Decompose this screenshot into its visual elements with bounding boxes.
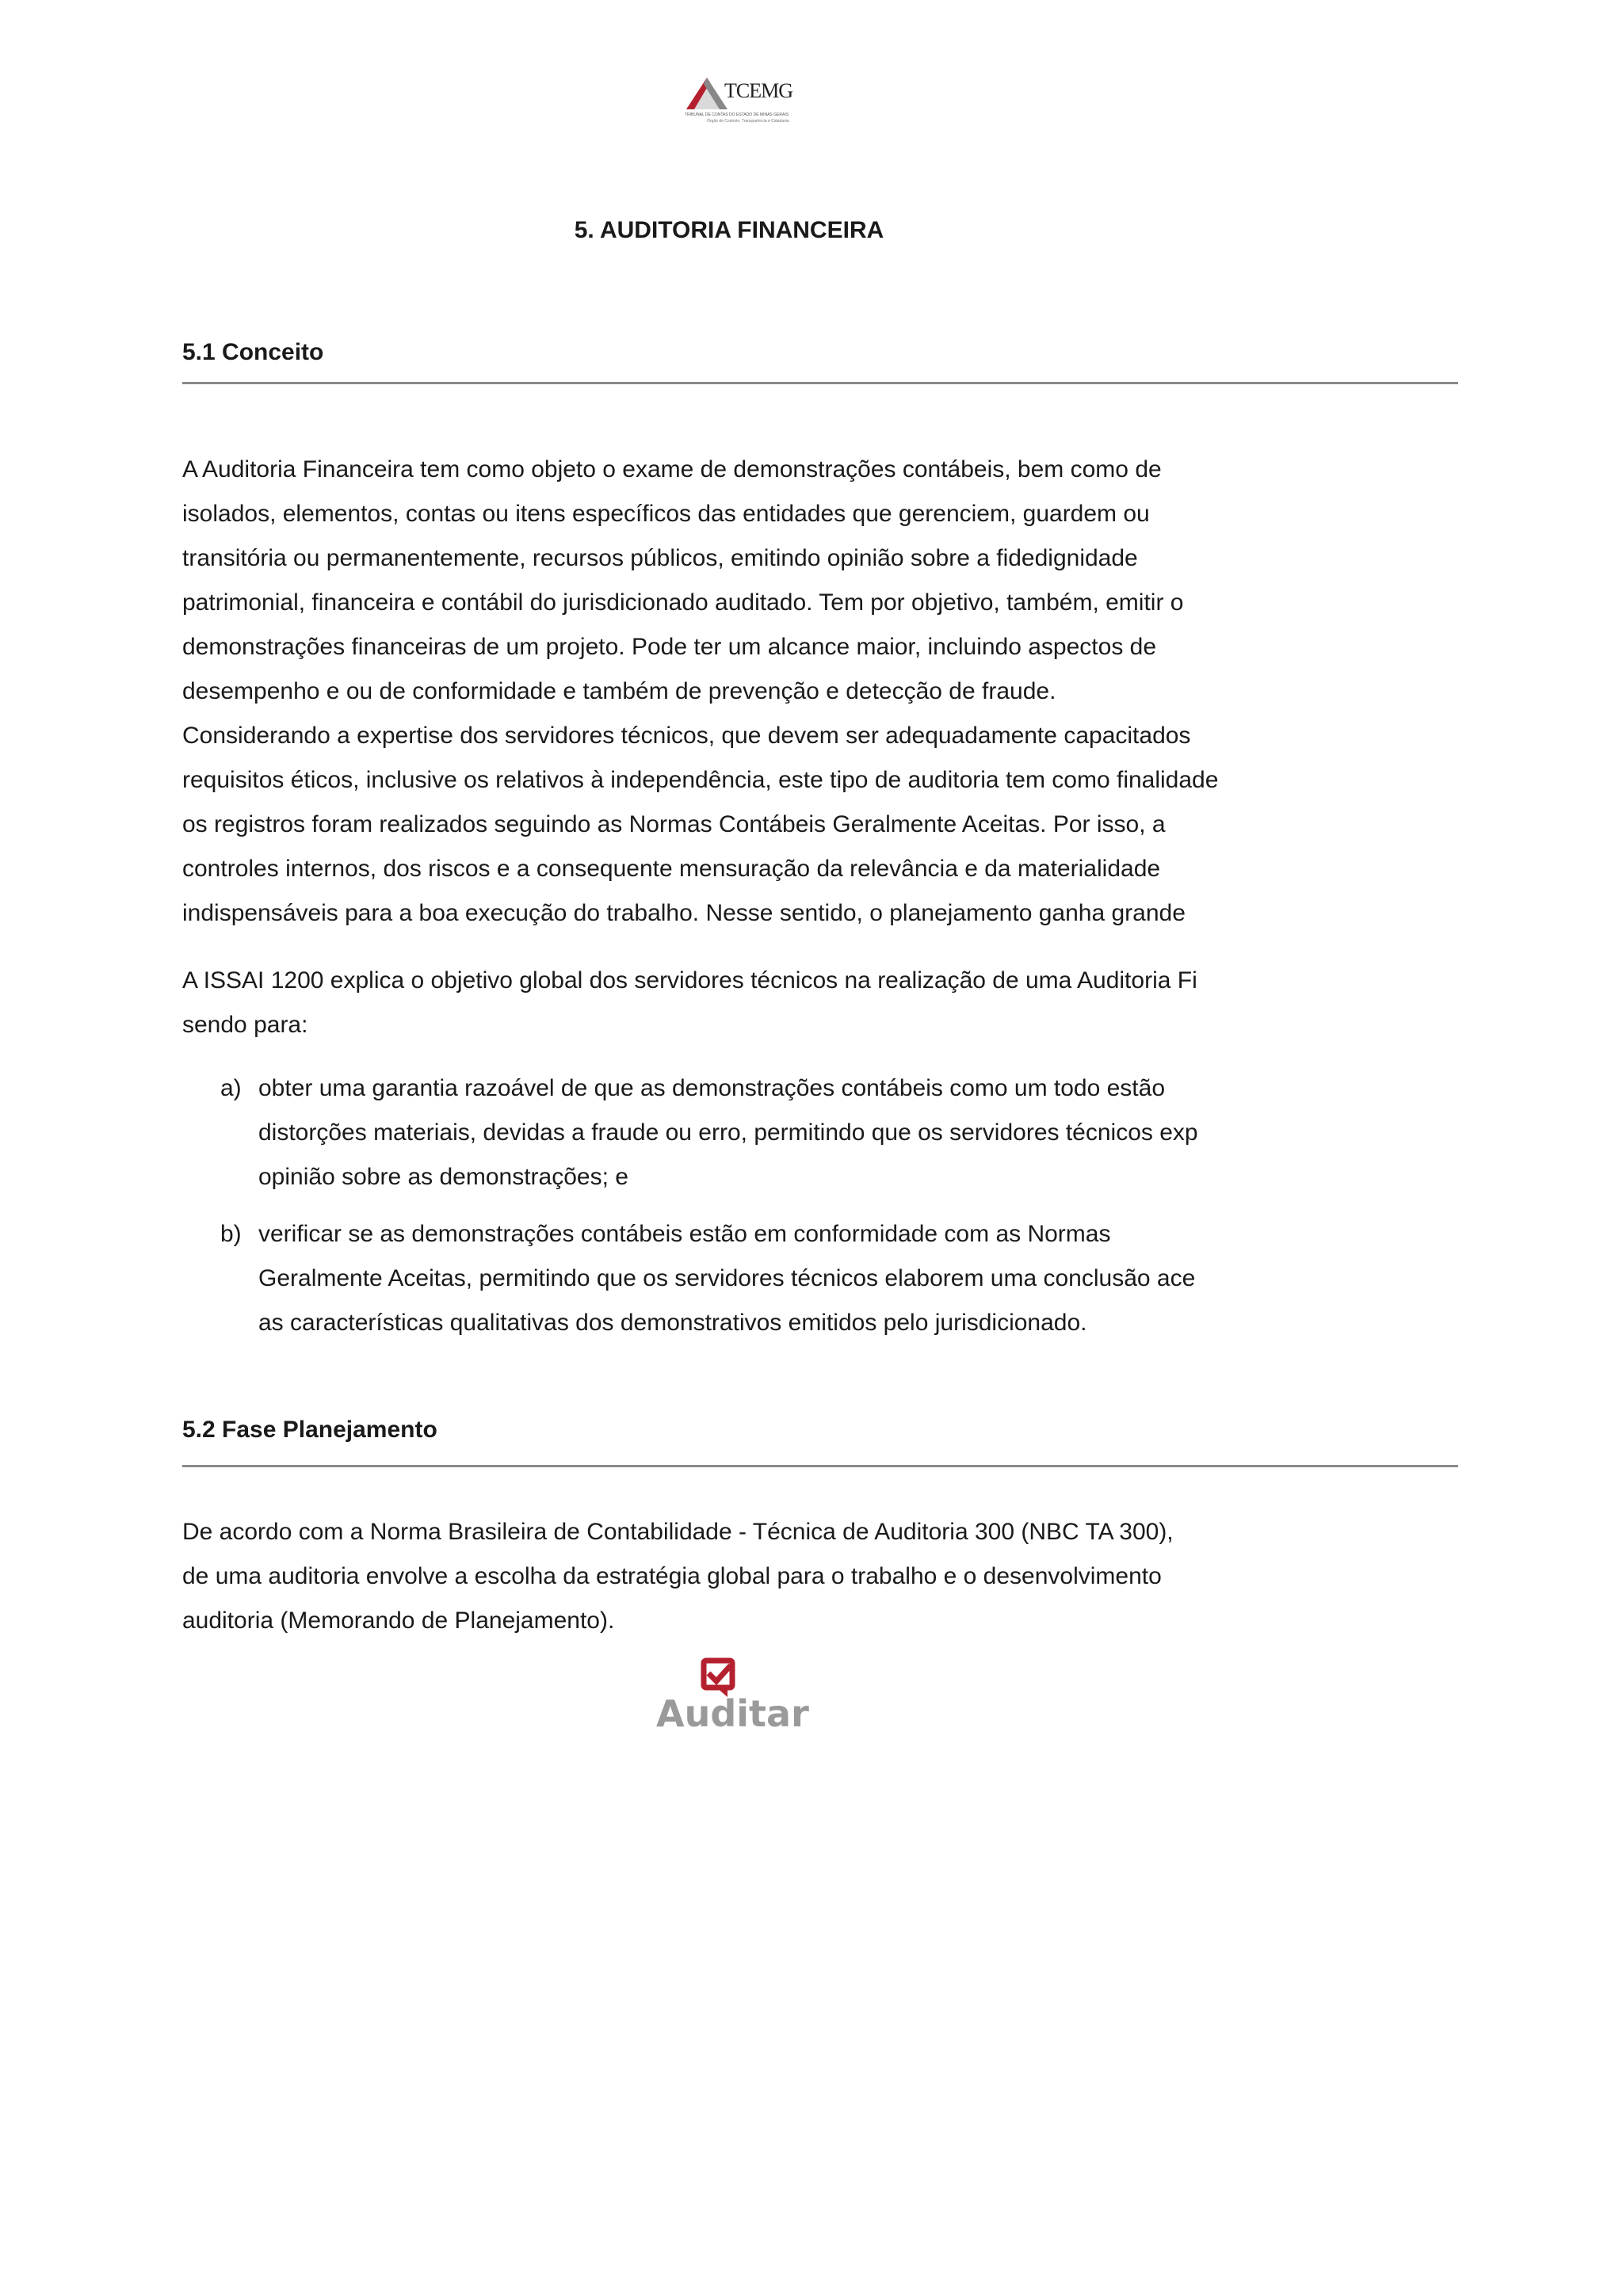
paragraph-conceito-1 bbox=[182, 448, 1280, 936]
text-line: De acordo com a Norma Brasileira de Contabilidade - Técnica de Auditoria 300 (NBC TA 300), bbox=[182, 1519, 1174, 1545]
text-line: verificar se as demonstrações contábeis estão em conformidade com as Normas bbox=[258, 1221, 1111, 1247]
section-divider bbox=[182, 382, 1458, 384]
paragraph-planejamento-1 bbox=[182, 1510, 1280, 1643]
text-line: os registros foram realizados seguindo as Normas Contábeis Geralmente Aceitas. Por isso, a bbox=[182, 811, 1166, 837]
list-marker: a) bbox=[220, 1075, 242, 1101]
tce-mg-logo bbox=[683, 73, 792, 130]
page-title: 5. AUDITORIA FINANCEIRA bbox=[574, 217, 884, 243]
tce-logo-subtagline: Órgão de Controle, Transparência e Cidadania bbox=[707, 119, 789, 124]
text-line: opinião sobre as demonstrações; e bbox=[258, 1164, 628, 1190]
text-line: A ISSAI 1200 explica o objetivo global dos servidores técnicos na realização de uma Auditoria Fi bbox=[182, 967, 1197, 994]
auditar-logo-text: Auditar bbox=[656, 1692, 809, 1735]
text-line: Considerando a expertise dos servidores técnicos, que devem ser adequadamente capacitados bbox=[182, 723, 1191, 749]
text-line: requisitos éticos, inclusive os relativos à independência, este tipo de auditoria tem como finalidade bbox=[182, 767, 1219, 793]
text-line: patrimonial, financeira e contábil do jurisdicionado auditado. Tem por objetivo, também, emitir o bbox=[182, 589, 1184, 616]
text-line: as características qualitativas dos demonstrativos emitidos pelo jurisdicionado. bbox=[258, 1310, 1087, 1336]
list-marker: b) bbox=[220, 1221, 242, 1247]
section-heading-planejamento: 5.2 Fase Planejamento bbox=[182, 1417, 437, 1443]
text-line: obter uma garantia razoável de que as demonstrações contábeis como um todo estão bbox=[258, 1075, 1166, 1101]
list-item-a bbox=[220, 1066, 1280, 1201]
text-line: de uma auditoria envolve a escolha da estratégia global para o trabalho e o desenvolvimento bbox=[182, 1563, 1162, 1589]
text-line: controles internos, dos riscos e a consequente mensuração da relevância e da materialidade bbox=[182, 856, 1161, 882]
text-line: sendo para: bbox=[182, 1012, 308, 1038]
tce-triangle-icon bbox=[683, 73, 731, 113]
list-item-b bbox=[220, 1212, 1280, 1347]
tce-logo-text: TCEMG bbox=[724, 79, 792, 102]
section-heading-conceito: 5.1 Conceito bbox=[182, 339, 324, 365]
text-line: isolados, elementos, contas ou itens específicos das entidades que gerenciem, guardem ou bbox=[182, 501, 1150, 527]
text-line: desempenho e ou de conformidade e também de prevenção e detecção de fraude. bbox=[182, 678, 1056, 704]
text-line: demonstrações financeiras de um projeto. Pode ter um alcance maior, incluindo aspectos de bbox=[182, 634, 1157, 660]
tce-logo-tagline: TRIBUNAL DE CONTAS DO ESTADO DE MINAS GERAIS bbox=[685, 113, 789, 117]
text-line: A Auditoria Financeira tem como objeto o exame de demonstrações contábeis, bem como de bbox=[182, 456, 1162, 482]
auditar-logo bbox=[655, 1657, 809, 1735]
text-line: Geralmente Aceitas, permitindo que os servidores técnicos elaborem uma conclusão ace bbox=[258, 1265, 1196, 1291]
text-line: transitória ou permanentemente, recursos públicos, emitindo opinião sobre a fidedignidade bbox=[182, 545, 1138, 571]
paragraph-conceito-3 bbox=[182, 959, 1280, 1047]
text-line: indispensáveis para a boa execução do trabalho. Nesse sentido, o planejamento ganha grande bbox=[182, 900, 1186, 926]
section-divider bbox=[182, 1465, 1458, 1467]
text-line: distorções materiais, devidas a fraude ou erro, permitindo que os servidores técnicos exp bbox=[258, 1119, 1198, 1146]
text-line: auditoria (Memorando de Planejamento). bbox=[182, 1608, 615, 1634]
